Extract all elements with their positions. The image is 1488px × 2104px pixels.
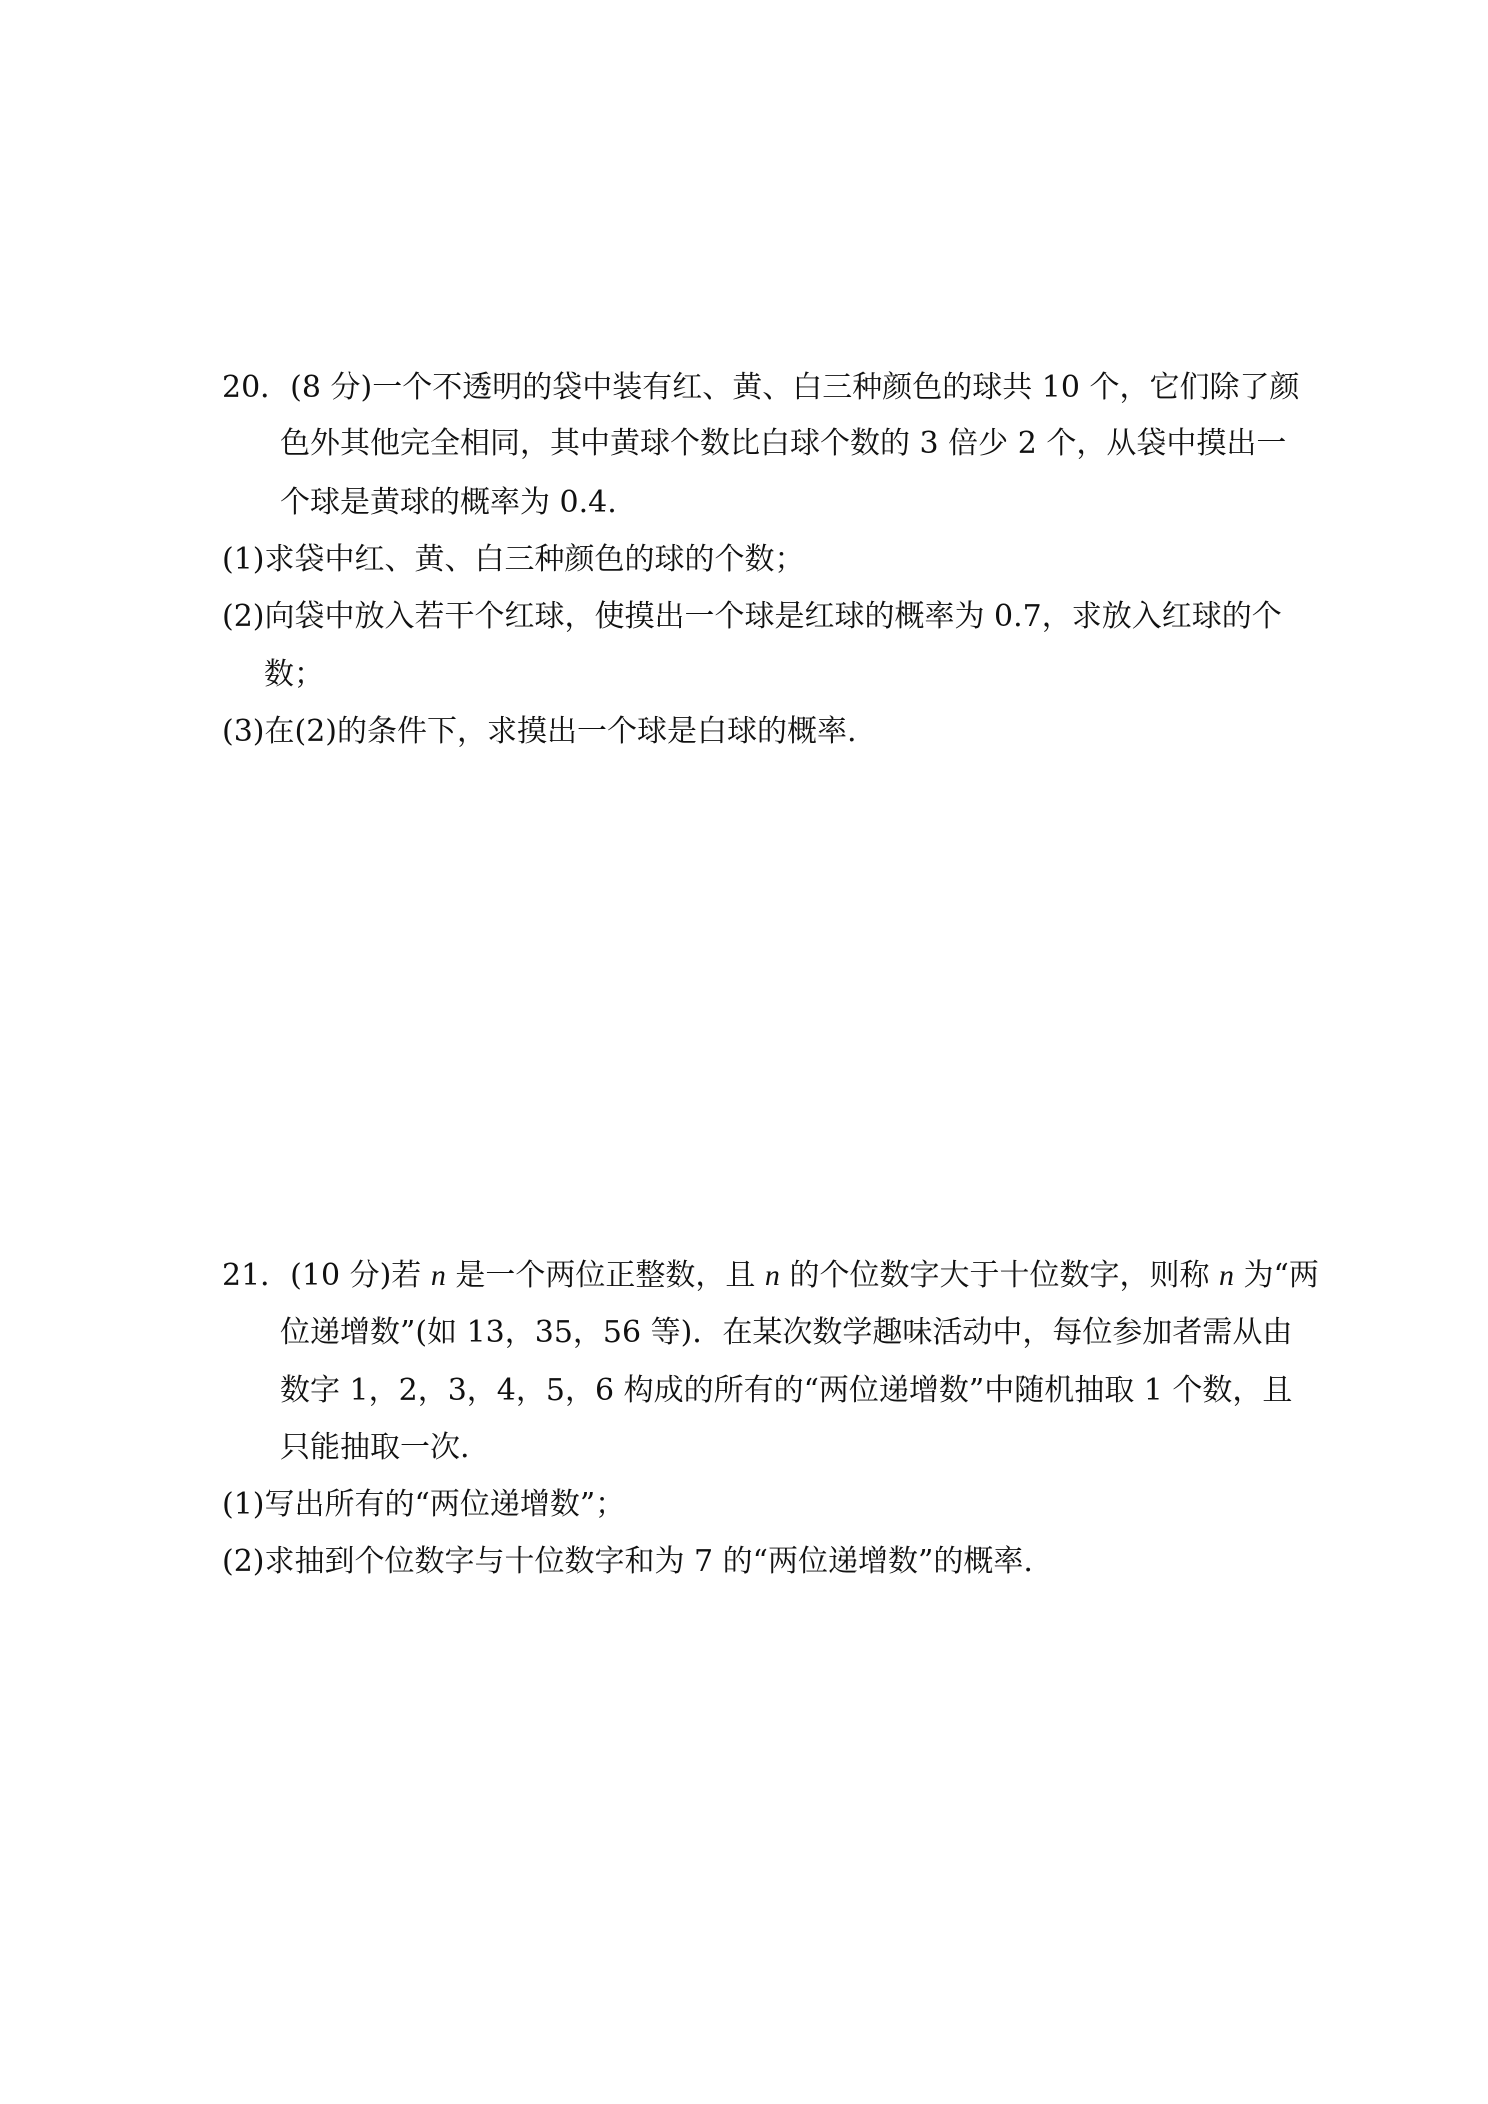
- q21-stem-line-1: [222, 1256, 1319, 1296]
- q21-part-2: (2)求抽到个位数字与十位数字和为 7 的“两位递增数”的概率.: [222, 1544, 1033, 1579]
- q21-stem-line-3: 数字 1，2，3，4，5，6 构成的所有的“两位递增数”中随机抽取 1 个数，且: [280, 1373, 1293, 1408]
- q20-stem-line-2: 色外其他完全相同，其中黄球个数比白球个数的 3 倍少 2 个，从袋中摸出一: [280, 426, 1287, 461]
- q20-stem-line-3: 个球是黄球的概率为 0.4.: [280, 485, 617, 520]
- q21-stem-text-d: 为“两: [1233, 1258, 1319, 1293]
- variable-n: n: [430, 1259, 446, 1292]
- q21-stem-text-b: 是一个两位正整数，且: [445, 1258, 765, 1293]
- q20-part-1: (1)求袋中红、黄、白三种颜色的球的个数；: [222, 542, 805, 577]
- q20-part-2-line-2: 数；: [264, 657, 324, 692]
- q21-stem-text-c: 的个位数字大于十位数字，则称: [779, 1258, 1219, 1293]
- q21-stem-text-a: 21．(10 分)若: [222, 1258, 431, 1293]
- variable-n: n: [764, 1259, 780, 1292]
- q20-part-2-line-1: (2)向袋中放入若干个红球，使摸出一个球是红球的概率为 0.7，求放入红球的个: [222, 599, 1282, 634]
- q21-stem-line-4: 只能抽取一次.: [280, 1430, 470, 1465]
- q20-stem-line-1: 20．(8 分)一个不透明的袋中装有红、黄、白三种颜色的球共 10 个，它们除了颜: [222, 370, 1300, 405]
- variable-n: n: [1218, 1259, 1234, 1292]
- q21-stem-line-2: 位递增数”(如 13，35，56 等)．在某次数学趣味活动中，每位参加者需从由: [280, 1315, 1293, 1350]
- q20-part-3: (3)在(2)的条件下，求摸出一个球是白球的概率.: [222, 714, 857, 749]
- q21-part-1: (1)写出所有的“两位递增数”；: [222, 1487, 626, 1522]
